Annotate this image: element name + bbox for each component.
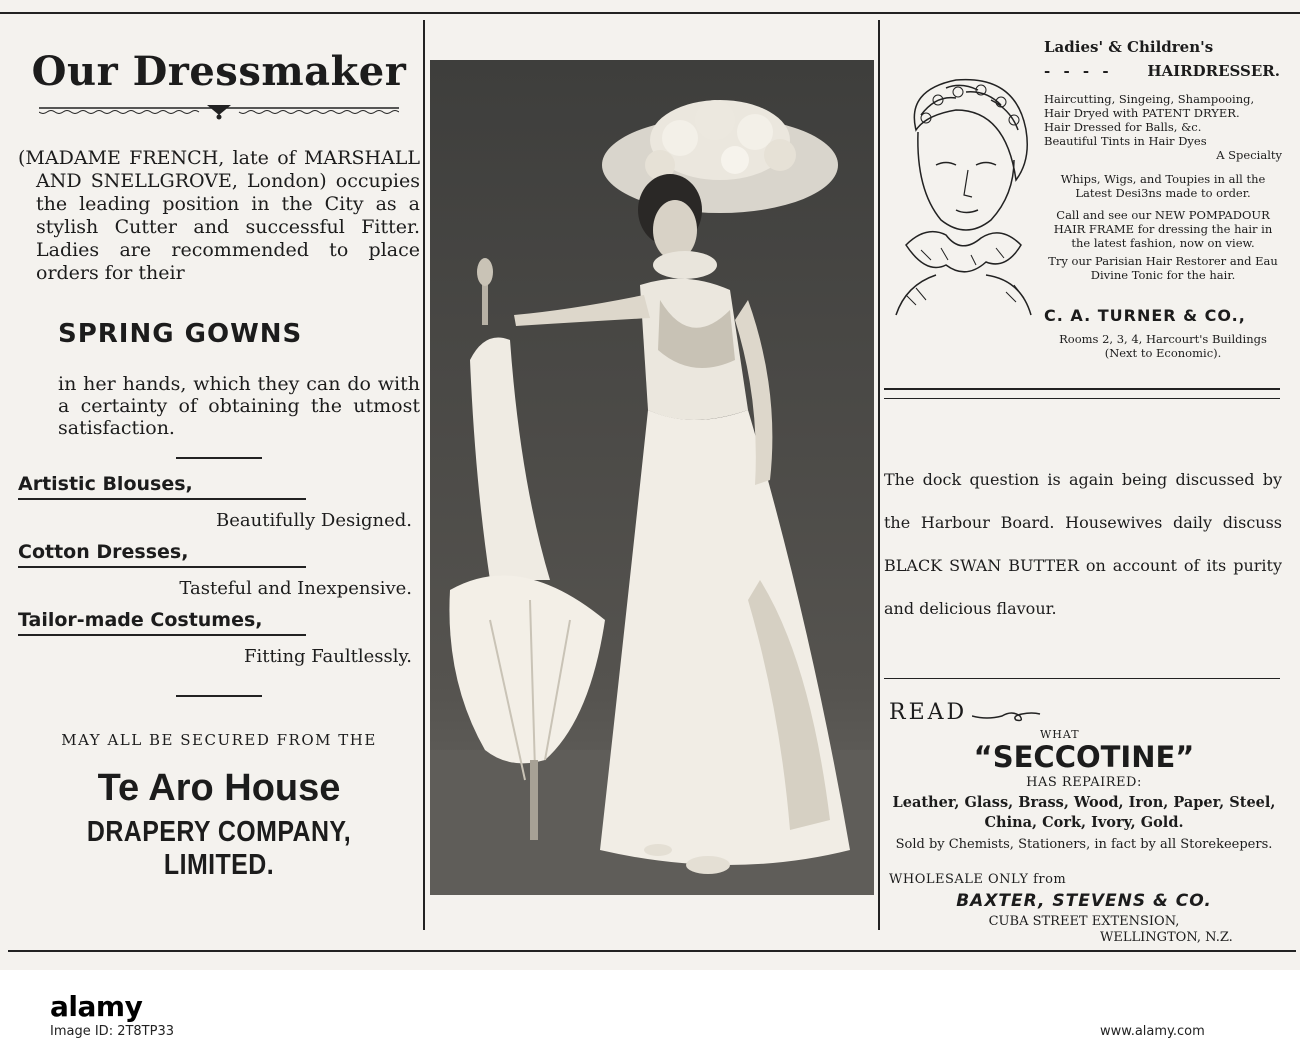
bottom-border-rule xyxy=(8,950,1296,952)
seccotine-city: WELLINGTON, N.Z. xyxy=(1100,930,1233,945)
dressmaker-title: Our Dressmaker xyxy=(31,48,407,95)
hairdresser-subtitle-row xyxy=(1044,62,1280,80)
column-rule-right xyxy=(878,20,880,930)
service-line: Hair Dressed for Balls, &c. xyxy=(1044,120,1202,134)
wholesale-label: WHOLESALE ONLY from xyxy=(889,872,1067,887)
materials-list: Leather, Glass, Brass, Wood, Iron, Paper, Steel, China, Cork, Ivory, Gold. xyxy=(892,794,1276,831)
item-description: Beautifully Designed. xyxy=(216,510,412,531)
hairdresser-title: Ladies' & Children's xyxy=(1044,38,1214,56)
dressmaker-body: in her hands, which they can do with a certainty of obtaining the utmost satisfaction. xyxy=(58,373,420,439)
fashion-photograph xyxy=(430,60,874,895)
intro-rest: AND SNELLGROVE, London) occupies the leading position in the City as a stylish Cutter and successful Fitter. Ladies are recommended to place orders for their xyxy=(36,170,420,284)
lady-portrait-illustration xyxy=(886,70,1036,320)
secured-line: MAY ALL BE SECURED FROM THE xyxy=(61,731,377,749)
service-line: Haircutting, Singeing, Shampooing, xyxy=(1044,92,1255,106)
hairdresser-company: C. A. TURNER & CO., xyxy=(1044,306,1246,325)
sold-by-line: Sold by Chemists, Stationers, in fact by all Storekeepers. xyxy=(895,837,1273,852)
seccotine-name: “SECCOTINE” xyxy=(973,740,1195,774)
hairdresser-subtitle: HAIRDRESSER. xyxy=(1147,62,1280,80)
item-description: Fitting Faultlessly. xyxy=(243,646,412,667)
hairdresser-address: Rooms 2, 3, 4, Harcourt's Buildings (Next to Economic). xyxy=(1059,332,1267,360)
flourish-icon xyxy=(972,706,1042,726)
brand-logo: alamy xyxy=(50,990,143,1023)
item-list xyxy=(18,473,420,667)
ornament-divider-icon xyxy=(39,99,399,121)
list-item xyxy=(18,473,420,531)
image-id-label: Image ID: 2T8TP33 xyxy=(50,1024,175,1039)
top-border-rule xyxy=(0,12,1300,14)
read-heading: READ xyxy=(889,700,968,725)
spring-gowns-heading: SPRING GOWNS xyxy=(58,319,303,349)
seccotine-company: BAXTER, STEVENS & CO. xyxy=(956,891,1212,911)
short-divider xyxy=(176,695,262,697)
hairdresser-dashes: - - - - xyxy=(1044,62,1113,80)
company-name: Te Aro House xyxy=(97,767,341,809)
short-divider xyxy=(176,457,262,459)
site-url: www.alamy.com xyxy=(1100,1024,1205,1039)
service-line: Hair Dryed with PATENT DRYER. xyxy=(1044,106,1240,120)
dressmaker-advertisement xyxy=(18,40,420,882)
what-label: WHAT xyxy=(1040,728,1080,741)
item-description: Tasteful and Inexpensive. xyxy=(179,578,412,599)
has-repaired-label: HAS REPAIRED: xyxy=(1026,775,1142,790)
dock-top-rule xyxy=(884,398,1280,399)
seccotine-street: CUBA STREET EXTENSION, xyxy=(988,914,1180,929)
column-rule-left xyxy=(423,20,425,930)
list-item xyxy=(18,541,420,599)
hairdresser-bottom-rule xyxy=(884,388,1280,390)
hairdresser-services xyxy=(1044,92,1282,286)
service-line: Call and see our NEW POMPADOUR HAIR FRAME for dressing the hair in the latest fashion, now on view. xyxy=(1053,208,1273,250)
service-line: A Specialty xyxy=(1216,148,1282,162)
item-name: Artistic Blouses, xyxy=(18,473,306,500)
company-subtitle: DRAPERY COMPANY, LIMITED. xyxy=(86,816,352,881)
dressmaker-intro xyxy=(18,147,420,285)
item-name: Cotton Dresses, xyxy=(18,541,306,568)
list-item xyxy=(18,609,420,667)
service-line: Try our Parisian Hair Restorer and Eau Divine Tonic for the hair. xyxy=(1048,254,1278,282)
item-name: Tailor-made Costumes, xyxy=(18,609,306,636)
service-line: Whips, Wigs, and Toupies in all the Latest Desi3ns made to order. xyxy=(1060,172,1266,200)
seccotine-top-rule xyxy=(884,678,1280,679)
woman-with-parasol-image xyxy=(430,60,874,895)
watermark-footer xyxy=(0,970,1300,1059)
service-line: Beautiful Tints in Hair Dyes xyxy=(1044,134,1207,148)
intro-first-line: (MADAME FRENCH, late of MARSHALL xyxy=(18,147,420,169)
black-swan-butter-notice: The dock question is again being discussed by the Harbour Board. Housewives daily discuss BLACK SWAN BUTTER on account of its purity and delicious flavour. xyxy=(884,470,1282,618)
